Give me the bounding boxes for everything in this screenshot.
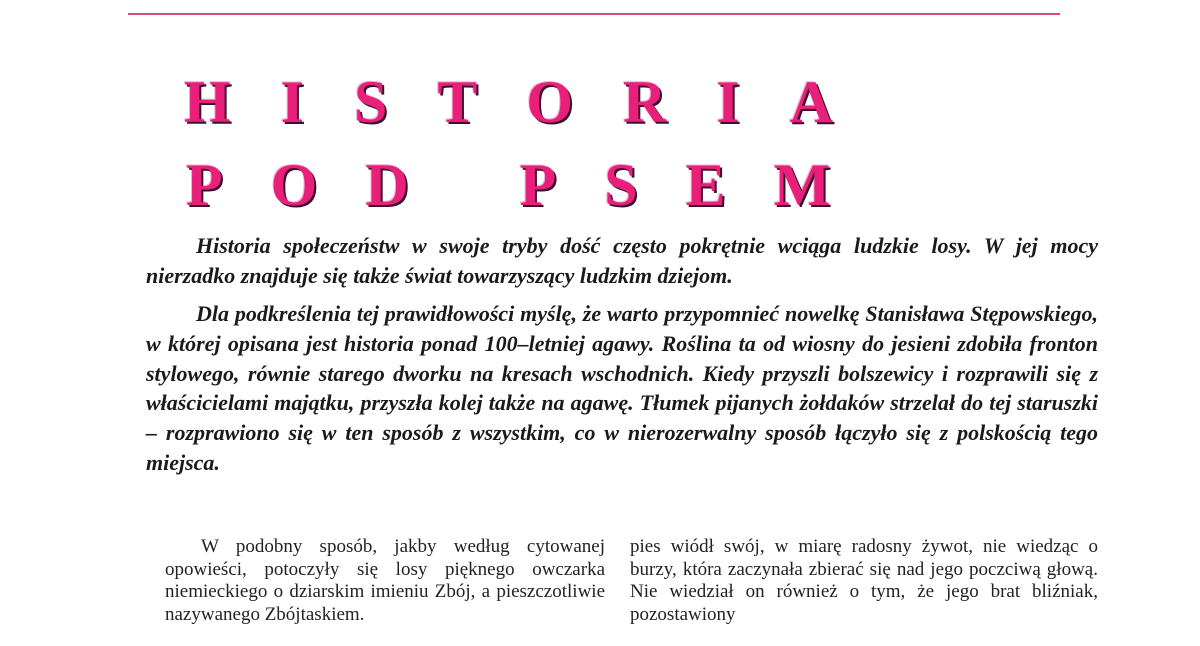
lead-paragraph-2 [146,299,1098,478]
lead-paragraph-2-text: Dla podkreślenia tej prawidłowości myślę, że warto przypomnieć nowelkę Stanisława Stępowskiego, w której opisana jest historia ponad 100–letniej agawy. Roślina ta od wiosny do jesieni zdobiła fronton stylowego, równie starego dworku na kresach wschodnich. Kiedy przyszli bolszewicy i rozprawili się z właścicielami majątku, przyszła kolej także na agawę. Tłumek pijanych żołdaków strzelał do tej staruszki – rozprawiono się w ten sposób z wszystkim, co w nierozerwalny sposób łączyło się z polskością tego miejsca. [146,301,1098,475]
lead-paragraph-1 [146,231,1098,291]
body-column-left: W podobny sposób, jakby według cytowanej opowieści, potoczyły się losy pięknego owczarka niemieckiego o dziarskim imieniu Zbój, a pieszczotliwie nazywanego Zbójtaskiem. [165,536,605,625]
lead-paragraph-1-text: Historia społeczeństw w swoje tryby dość często pokrętnie wciąga ludzkie losy. W jej mocy nierzadko znajduje się także świat towarzyszący ludzkim dziejom. [146,233,1098,288]
article-title-line-1: HISTORIA [184,69,884,135]
body-column-right: pies wiódł swój, w miarę radosny żywot, nie wiedząc o burzy, która zaczynała zbierać się nad jego poczciwą głową. Nie wiedział on również o tym, że jego brat bliźniak, pozostawiony [630,536,1098,625]
top-decorative-rule [128,13,1060,15]
article-title-line-2: POD PSEM [186,152,879,218]
